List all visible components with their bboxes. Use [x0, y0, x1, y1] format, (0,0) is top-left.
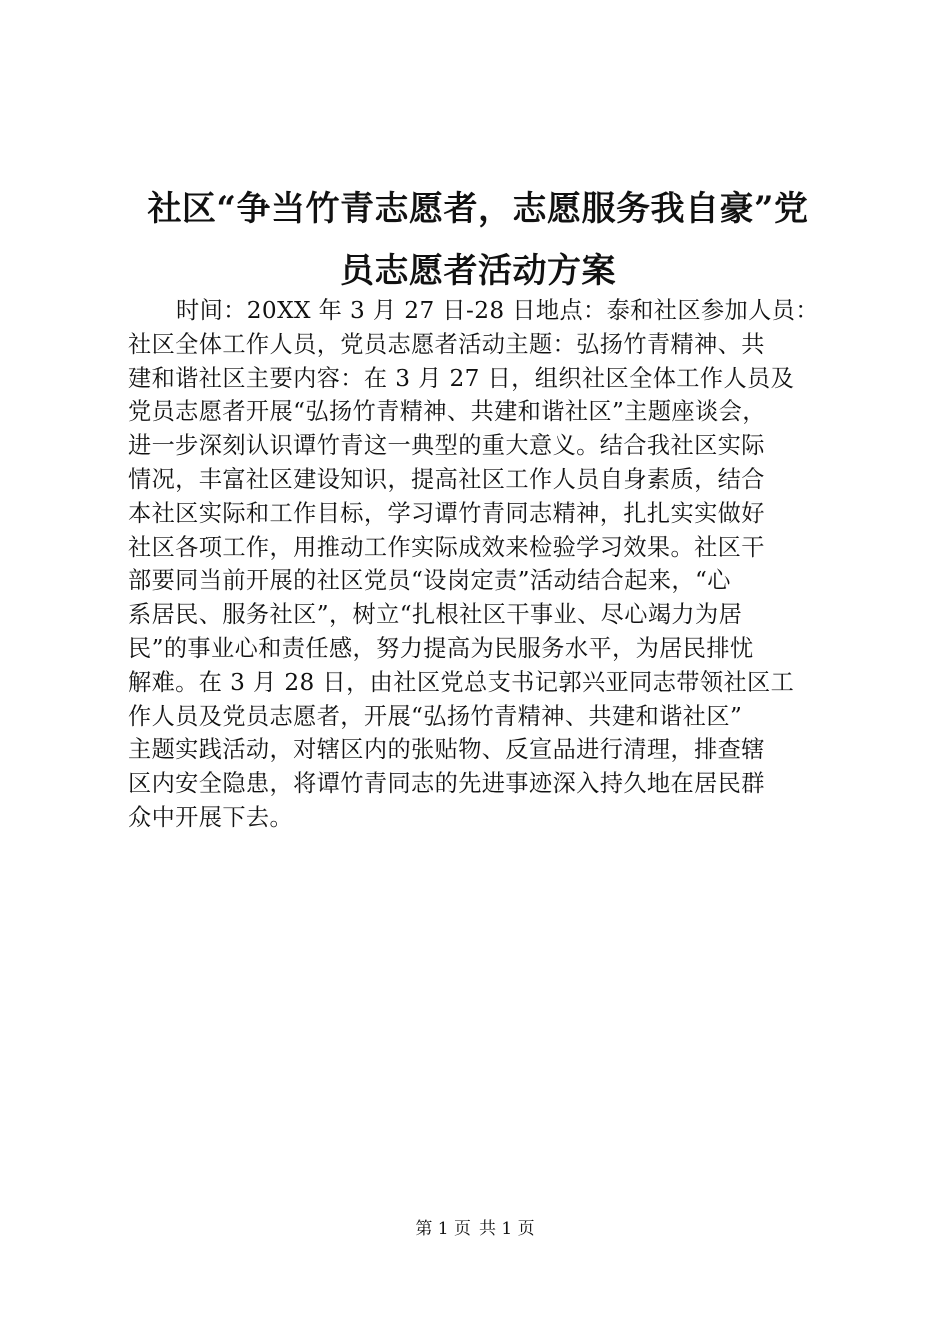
body-line: 情况，丰富社区建设知识，提高社区工作人员自身素质，结合 — [128, 465, 765, 493]
body-line: 民”的事业心和责任感，努力提高为民服务水平，为居民排忧 — [128, 634, 754, 662]
body-line: 部要同当前开展的社区党员“设岗定责”活动结合起来，“心 — [128, 567, 731, 595]
body-line: 众中开展下去。 — [128, 803, 294, 831]
page-footer — [0, 1214, 950, 1239]
body-line: 时间：20XX 年 3 月 27 日-28 日地点：泰和社区参加人员： — [176, 297, 819, 324]
body-line: 进一步深刻认识谭竹青这一典型的重大意义。结合我社区实际 — [128, 432, 765, 460]
body-line: 主题实践活动，对辖区内的张贴物、反宣品进行清理，排查辖 — [128, 736, 765, 764]
body-paragraph — [128, 294, 838, 835]
page-number: 第 1 页 — [415, 1219, 471, 1239]
body-line: 社区全体工作人员，党员志愿者活动主题：弘扬竹青精神、共 — [128, 330, 765, 358]
body-line: 社区各项工作，用推动工作实际成效来检验学习效果。社区干 — [128, 533, 765, 561]
title-line-2: 员志愿者活动方案 — [340, 251, 616, 291]
page-total: 共 1 页 — [479, 1219, 535, 1239]
document-title — [118, 178, 838, 302]
body-line: 党员志愿者开展“弘扬竹青精神、共建和谐社区”主题座谈会， — [128, 398, 766, 426]
body-line: 区内安全隐患，将谭竹青同志的先进事迹深入持久地在居民群 — [128, 770, 765, 798]
body-line: 本社区实际和工作目标，学习谭竹青同志精神，扎扎实实做好 — [128, 499, 765, 527]
body-line: 建和谐社区主要内容：在 3 月 27 日，组织社区全体工作人员及 — [128, 364, 795, 392]
body-line: 解难。在 3 月 28 日，由社区党总支书记郭兴亚同志带领社区工 — [128, 668, 795, 696]
title-line-1: 社区“争当竹青志愿者，志愿服务我自豪”党 — [147, 189, 809, 229]
body-line: 系居民、服务社区”，树立“扎根社区干事业、尽心竭力为居 — [128, 601, 743, 629]
body-line: 作人员及党员志愿者，开展“弘扬竹青精神、共建和谐社区” — [128, 702, 743, 730]
